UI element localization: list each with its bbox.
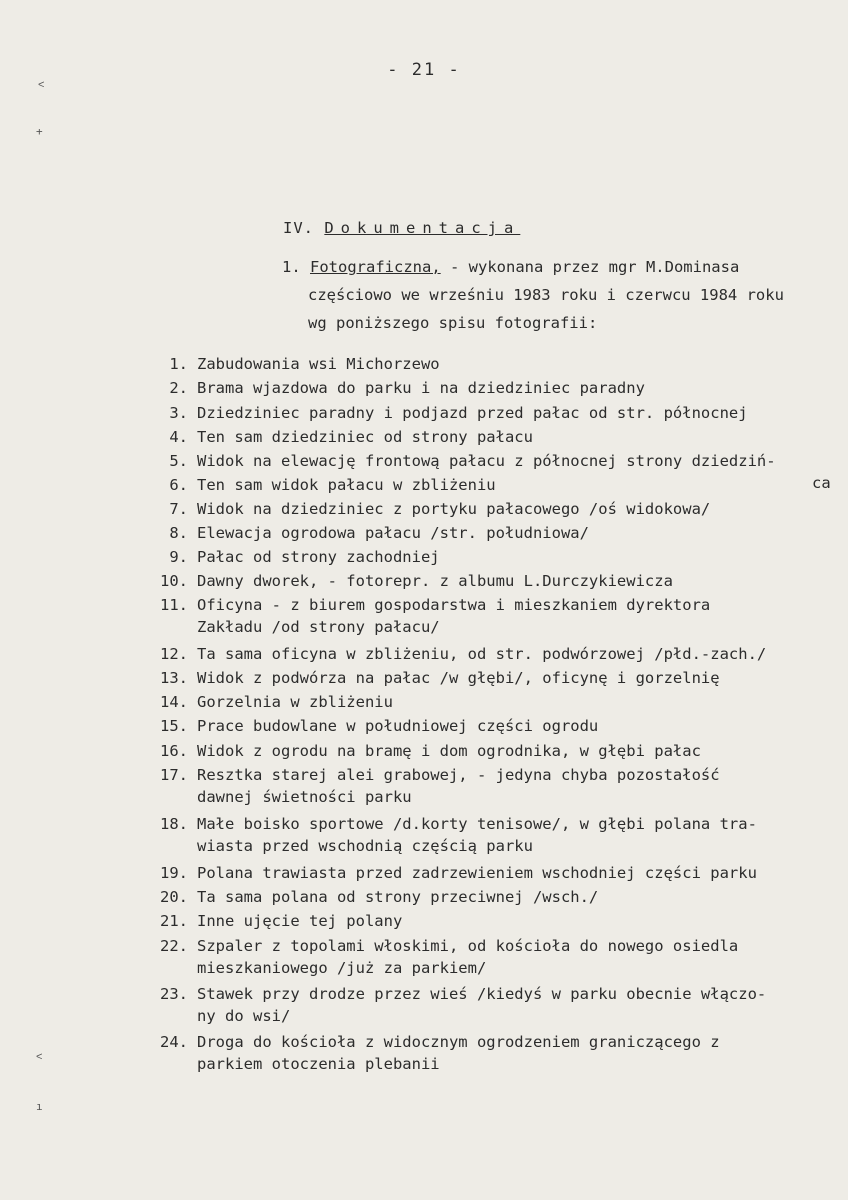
item-text: Droga do kościoła z widocznym ogrodzeniem graniczącego z	[197, 1033, 720, 1051]
item-text: Gorzelnia w zbliżeniu	[197, 693, 393, 711]
item-number: 5.	[169, 452, 188, 470]
margin-mark: ˂	[36, 1050, 43, 1063]
item-text: Ta sama polana od strony przeciwnej /wsch./	[197, 888, 599, 906]
item-number: 15.	[160, 717, 188, 735]
item-text: Widok na elewację frontową pałacu z północnej strony dziedziń-	[197, 452, 776, 470]
item-text: Stawek przy drodze przez wieś /kiedyś w parku obecnie włączo-	[197, 985, 767, 1003]
intro-label: Fotograficzna,	[310, 258, 441, 276]
item-number: 10.	[160, 572, 188, 590]
intro-line-1	[282, 258, 739, 276]
intro-line-2: częściowo we wrześniu 1983 roku i czerwcu 1984 roku	[308, 286, 784, 304]
item-text: Małe boisko sportowe /d.korty tenisowe/, w głębi polana tra-	[197, 815, 757, 833]
intro-number: 1.	[282, 258, 301, 276]
item-number: 23.	[160, 985, 188, 1003]
item-text: Dziedziniec paradny i podjazd przed pałac od str. północnej	[197, 404, 748, 422]
item-text: Elewacja ogrodowa pałacu /str. południowa/	[197, 524, 589, 542]
margin-mark: +	[36, 125, 43, 138]
item-text: Szpaler z topolami włoskimi, od kościoła do nowego osiedla	[197, 937, 739, 955]
item-text: Widok z ogrodu na bramę i dom ogrodnika, w głębi pałac	[197, 742, 701, 760]
line-continuation: ca	[812, 474, 831, 492]
item-number: 20.	[160, 888, 188, 906]
item-number: 12.	[160, 645, 188, 663]
section-title: Dokumentacja	[324, 219, 521, 237]
item-number: 17.	[160, 766, 188, 784]
item-number: 3.	[169, 404, 188, 422]
intro-line1-rest: - wykonana przez mgr M.Dominasa	[440, 258, 740, 276]
item-text-continued: mieszkaniowego /już za parkiem/	[197, 959, 487, 977]
item-number: 16.	[160, 742, 188, 760]
item-text: Resztka starej alei grabowej, - jedyna chyba pozostałość	[197, 766, 720, 784]
item-text-continued: parkiem otoczenia plebanii	[197, 1055, 440, 1073]
item-text-continued: Zakładu /od strony pałacu/	[197, 618, 440, 636]
item-text: Pałac od strony zachodniej	[197, 548, 440, 566]
item-number: 8.	[169, 524, 188, 542]
item-text: Widok na dziedziniec z portyku pałacowego /oś widokowa/	[197, 500, 711, 518]
item-text: Inne ujęcie tej polany	[197, 912, 403, 930]
item-number: 19.	[160, 864, 188, 882]
item-text: Ten sam widok pałacu w zbliżeniu	[197, 476, 496, 494]
item-text-continued: ny do wsi/	[197, 1007, 291, 1025]
item-number: 13.	[160, 669, 188, 687]
section-heading	[283, 219, 520, 237]
item-text: Polana trawiasta przed zadrzewieniem wschodniej części parku	[197, 864, 757, 882]
margin-mark: ı	[36, 1100, 43, 1113]
item-text: Ten sam dziedziniec od strony pałacu	[197, 428, 533, 446]
item-text: Prace budowlane w południowej części ogrodu	[197, 717, 599, 735]
margin-mark: ˂	[38, 78, 45, 91]
item-text-continued: dawnej świetności parku	[197, 788, 412, 806]
item-text: Brama wjazdowa do parku i na dziedziniec paradny	[197, 379, 645, 397]
item-text-continued: wiasta przed wschodnią częścią parku	[197, 837, 533, 855]
item-text: Ta sama oficyna w zbliżeniu, od str. podwórzowej /płd.-zach./	[197, 645, 767, 663]
item-text: Widok z podwórza na pałac /w głębi/, oficynę i gorzelnię	[197, 669, 720, 687]
item-text: Zabudowania wsi Michorzewo	[197, 355, 440, 373]
item-number: 22.	[160, 937, 188, 955]
item-number: 24.	[160, 1033, 188, 1051]
item-number: 6.	[169, 476, 188, 494]
item-number: 7.	[169, 500, 188, 518]
item-number: 11.	[160, 596, 188, 614]
page-number: - 21 -	[387, 60, 461, 80]
item-number: 9.	[169, 548, 188, 566]
item-text: Oficyna - z biurem gospodarstwa i mieszkaniem dyrektora	[197, 596, 711, 614]
section-prefix: IV.	[283, 219, 314, 237]
item-number: 1.	[169, 355, 188, 373]
intro-line-3: wg poniższego spisu fotografii:	[308, 314, 598, 332]
item-number: 21.	[160, 912, 188, 930]
item-number: 2.	[169, 379, 188, 397]
item-number: 4.	[169, 428, 188, 446]
item-number: 18.	[160, 815, 188, 833]
item-text: Dawny dworek, - fotorepr. z albumu L.Durczykiewicza	[197, 572, 673, 590]
item-number: 14.	[160, 693, 188, 711]
